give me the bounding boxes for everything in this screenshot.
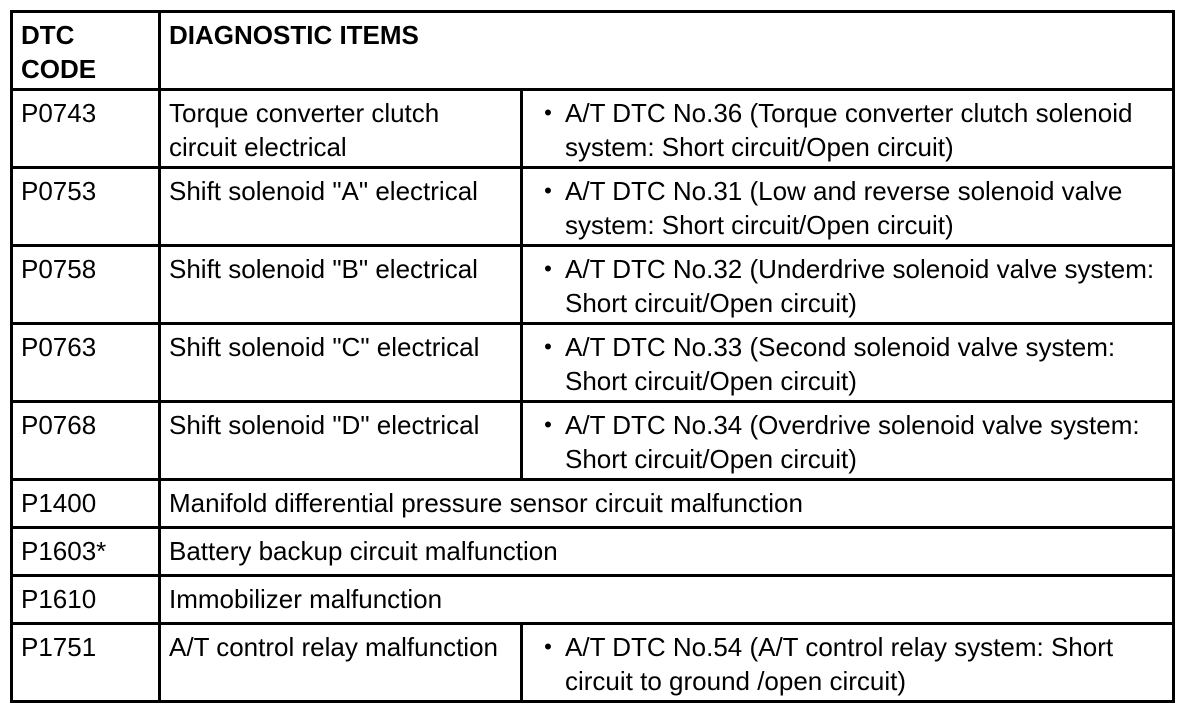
- diagnostic-item-cell: Battery backup circuit malfunction: [160, 528, 1174, 576]
- detail-cell: [522, 246, 1174, 324]
- detail-cell: [522, 168, 1174, 246]
- table-row: [12, 168, 1174, 246]
- dtc-code-cell: P1603*: [12, 528, 160, 576]
- diagnostic-item-cell: Torque converter clutch circuit electrical: [160, 90, 522, 168]
- dtc-code-cell: P0743: [12, 90, 160, 168]
- table-row: [12, 324, 1174, 402]
- dtc-code-cell: P0763: [12, 324, 160, 402]
- dtc-table: [10, 10, 1175, 703]
- diagnostic-item-cell: A/T control relay malfunction: [160, 624, 522, 702]
- header-diagnostic-items: DIAGNOSTIC ITEMS: [160, 12, 1174, 90]
- dtc-code-cell: P1751: [12, 624, 160, 702]
- table-header-row: [12, 12, 1174, 90]
- bullet-icon: •: [544, 334, 552, 359]
- bullet-icon: •: [544, 100, 552, 125]
- header-dtc-code: DTC CODE: [12, 12, 160, 90]
- bullet-icon: •: [544, 178, 552, 203]
- detail-text: A/T DTC No.31 (Low and reverse solenoid valve system: Short circuit/Open circuit): [565, 176, 1123, 240]
- table-row: [12, 624, 1174, 702]
- dtc-code-cell: P0753: [12, 168, 160, 246]
- bullet-icon: •: [544, 256, 552, 281]
- diagnostic-item-cell: Manifold differential pressure sensor circuit malfunction: [160, 480, 1174, 528]
- detail-text: A/T DTC No.34 (Overdrive solenoid valve system: Short circuit/Open circuit): [565, 410, 1140, 474]
- detail-cell: [522, 90, 1174, 168]
- detail-text: A/T DTC No.32 (Underdrive solenoid valve system: Short circuit/Open circuit): [565, 254, 1155, 318]
- diagnostic-item-cell: Shift solenoid "D" electrical: [160, 402, 522, 480]
- table-row: [12, 576, 1174, 624]
- diagnostic-item-cell: Shift solenoid "C" electrical: [160, 324, 522, 402]
- detail-cell: [522, 624, 1174, 702]
- diagnostic-item-cell: Shift solenoid "A" electrical: [160, 168, 522, 246]
- dtc-code-cell: P1400: [12, 480, 160, 528]
- table-row: [12, 90, 1174, 168]
- detail-text: A/T DTC No.33 (Second solenoid valve system: Short circuit/Open circuit): [565, 332, 1116, 396]
- table-row: [12, 246, 1174, 324]
- table-row: [12, 480, 1174, 528]
- diagnostic-item-cell: Shift solenoid "B" electrical: [160, 246, 522, 324]
- diagnostic-item-cell: Immobilizer malfunction: [160, 576, 1174, 624]
- dtc-code-cell: P0758: [12, 246, 160, 324]
- table-row: [12, 402, 1174, 480]
- bullet-icon: •: [544, 634, 552, 659]
- detail-text: A/T DTC No.54 (A/T control relay system: Short circuit to ground /open circuit): [565, 632, 1114, 696]
- dtc-code-cell: P1610: [12, 576, 160, 624]
- detail-cell: [522, 324, 1174, 402]
- detail-text: A/T DTC No.36 (Torque converter clutch solenoid system: Short circuit/Open circuit): [565, 98, 1133, 162]
- dtc-code-cell: P0768: [12, 402, 160, 480]
- detail-cell: [522, 402, 1174, 480]
- table-row: [12, 528, 1174, 576]
- bullet-icon: •: [544, 412, 552, 437]
